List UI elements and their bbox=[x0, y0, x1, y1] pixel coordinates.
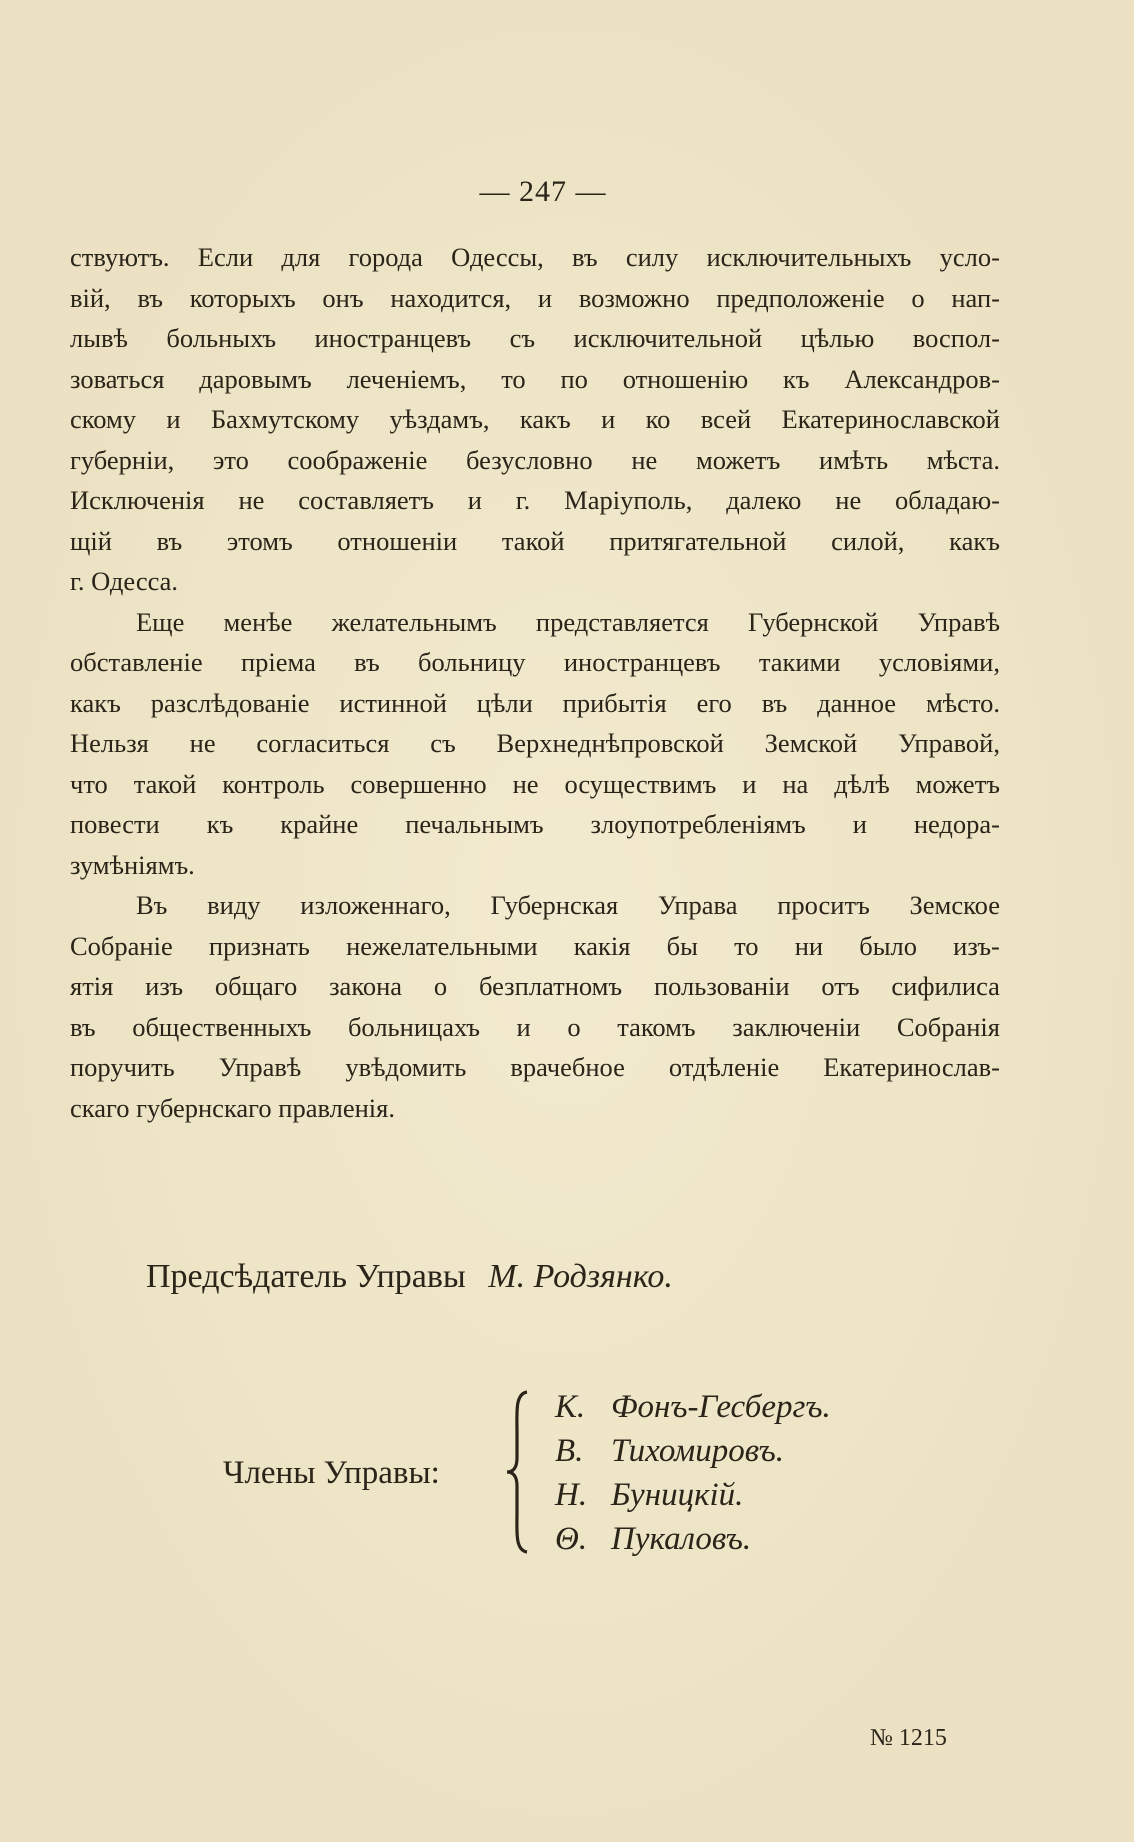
word: нап- bbox=[951, 282, 1000, 313]
word: предположеніе bbox=[716, 282, 885, 313]
word: и bbox=[467, 485, 482, 515]
word: Губернской bbox=[748, 606, 879, 637]
page-number: — 247 — bbox=[479, 175, 607, 208]
word: такомъ bbox=[617, 1011, 696, 1042]
text-line bbox=[70, 399, 1000, 440]
word: г. bbox=[515, 485, 531, 515]
word: съ bbox=[430, 728, 456, 758]
word: истинной bbox=[339, 687, 447, 718]
text-line bbox=[70, 440, 1000, 481]
word: даровымъ bbox=[199, 363, 312, 394]
word: заключеніи bbox=[732, 1011, 861, 1042]
member-surname: Тихомировъ. bbox=[611, 1433, 784, 1469]
chairman-name: М. Родзянко. bbox=[488, 1258, 673, 1295]
word: не bbox=[512, 768, 539, 799]
word: какъ bbox=[949, 525, 1000, 556]
word: о bbox=[911, 282, 925, 313]
word: въ bbox=[354, 647, 380, 677]
word: Екатеринослав- bbox=[823, 1052, 1000, 1082]
word: цѣлью bbox=[800, 323, 875, 353]
word: крайне bbox=[280, 809, 359, 839]
word: отношенію bbox=[622, 363, 749, 394]
word: виду bbox=[207, 890, 261, 920]
word: силой, bbox=[831, 525, 905, 556]
word: Одессы, bbox=[451, 242, 544, 272]
word: нежелательными bbox=[346, 930, 538, 961]
word: Управа bbox=[657, 890, 738, 920]
word: Земское bbox=[909, 890, 1000, 920]
word: такими bbox=[758, 647, 841, 677]
word: Управой, bbox=[897, 728, 1000, 758]
word: цѣли bbox=[476, 687, 533, 718]
chairman-signature bbox=[146, 1258, 673, 1296]
word: обставленіе bbox=[70, 647, 203, 677]
word: не bbox=[238, 485, 265, 515]
word: можетъ bbox=[695, 444, 781, 475]
word: ни bbox=[794, 930, 824, 961]
word: Управѣ bbox=[218, 1052, 302, 1082]
word: составляетъ bbox=[298, 485, 434, 515]
word: прибытія bbox=[562, 687, 667, 718]
word: въ bbox=[761, 687, 788, 718]
word: больницу bbox=[418, 647, 526, 677]
text-line bbox=[70, 359, 1000, 400]
word: Александров- bbox=[844, 363, 1000, 394]
word: Земской bbox=[764, 728, 858, 758]
member-initial: Н. bbox=[555, 1477, 588, 1513]
word: увѣдомить bbox=[345, 1052, 467, 1082]
word: къ bbox=[206, 809, 234, 839]
word: въ bbox=[572, 242, 598, 272]
word: на bbox=[782, 768, 809, 799]
word: леченіемъ, bbox=[346, 363, 467, 394]
reference-number: № 1215 bbox=[870, 1725, 947, 1751]
word: то bbox=[734, 930, 759, 961]
word: Маріуполь, bbox=[564, 485, 693, 515]
word: которыхъ bbox=[189, 282, 296, 313]
member-initial: Θ. bbox=[555, 1521, 588, 1557]
word: Бахмутскому bbox=[210, 404, 360, 434]
text-line bbox=[70, 237, 1000, 278]
text-line bbox=[70, 1007, 1000, 1048]
word: о bbox=[433, 971, 448, 1001]
word: больныхъ bbox=[166, 323, 277, 353]
word: иностранцевъ bbox=[314, 323, 472, 353]
word: отношеніи bbox=[337, 525, 458, 556]
word: и bbox=[601, 404, 616, 434]
word: не bbox=[631, 444, 658, 475]
word: и bbox=[166, 404, 181, 434]
word: такой bbox=[501, 525, 565, 556]
word: ствуютъ. bbox=[70, 242, 170, 272]
word: мѣсто. bbox=[925, 687, 1000, 718]
word: зоваться bbox=[70, 363, 165, 394]
word: исключительныхъ bbox=[706, 242, 912, 272]
word: Если bbox=[197, 242, 254, 272]
word: съ bbox=[509, 323, 536, 353]
word: бы bbox=[666, 930, 698, 961]
word: данное bbox=[817, 687, 897, 718]
word: безусловно bbox=[466, 444, 593, 475]
word: Еще bbox=[136, 606, 185, 637]
word: контроль bbox=[222, 768, 325, 799]
text-line: зумѣніямъ. bbox=[70, 849, 195, 880]
word: Екатеринославской bbox=[781, 404, 1000, 434]
paragraph-1 bbox=[70, 237, 1000, 602]
text-line bbox=[70, 318, 1000, 359]
word: изъ bbox=[145, 971, 184, 1001]
body-text bbox=[70, 237, 1000, 1128]
word: отдѣленіе bbox=[668, 1052, 780, 1082]
member-initial: В. bbox=[555, 1433, 584, 1469]
word: общественныхъ bbox=[132, 1011, 312, 1042]
text-line bbox=[70, 642, 1000, 683]
word: можетъ bbox=[915, 768, 1000, 799]
member-entry bbox=[555, 1429, 831, 1473]
word: Губернская bbox=[490, 890, 619, 920]
word: не bbox=[189, 728, 216, 758]
word: представляется bbox=[535, 606, 709, 637]
paragraph-3 bbox=[70, 885, 1000, 1128]
word: такой bbox=[133, 768, 197, 799]
word: согласиться bbox=[256, 728, 390, 758]
text-line: скаго губернскаго правленія. bbox=[70, 1092, 395, 1123]
word: дѣлѣ bbox=[834, 768, 890, 799]
word: Собранія bbox=[896, 1011, 1000, 1042]
word: его bbox=[696, 687, 732, 718]
word: города bbox=[348, 242, 423, 272]
text-line bbox=[70, 480, 1000, 521]
word: печальнымъ bbox=[405, 809, 544, 839]
member-surname: Буницкій. bbox=[611, 1477, 744, 1513]
word: онъ bbox=[322, 282, 364, 313]
word: обладаю- bbox=[895, 485, 1000, 515]
word: признать bbox=[208, 930, 310, 961]
member-entry bbox=[555, 1517, 831, 1561]
text-line bbox=[70, 804, 1000, 845]
word: имѣть bbox=[819, 444, 889, 475]
word: то bbox=[501, 363, 526, 394]
paragraph-2 bbox=[70, 602, 1000, 886]
text-line bbox=[70, 723, 1000, 764]
word: желательнымъ bbox=[331, 606, 497, 637]
text-line bbox=[70, 278, 1000, 319]
word: лывѣ bbox=[70, 323, 128, 353]
word: Верхнеднѣпровской bbox=[496, 728, 724, 758]
word: щій bbox=[70, 525, 112, 556]
word: проситъ bbox=[777, 890, 870, 920]
member-entry bbox=[555, 1473, 831, 1517]
word: притягательной bbox=[609, 525, 787, 556]
word: скому bbox=[70, 404, 137, 434]
word: разслѣдованіе bbox=[150, 687, 310, 718]
word: поручить bbox=[70, 1052, 175, 1082]
text-line: г. Одесса. bbox=[70, 566, 179, 596]
word: какія bbox=[573, 930, 631, 961]
word: исключительной bbox=[573, 323, 763, 353]
word: Управѣ bbox=[917, 606, 1000, 637]
word: изъ- bbox=[953, 930, 1000, 961]
word: было bbox=[859, 930, 917, 961]
word: для bbox=[281, 242, 321, 272]
word: злоупотребленіямъ bbox=[590, 809, 806, 839]
word: условіями, bbox=[878, 647, 1000, 677]
word: не bbox=[835, 485, 862, 515]
chairman-title: Предсѣдатель Управы bbox=[146, 1258, 466, 1295]
text-line bbox=[70, 521, 1000, 562]
text-line bbox=[70, 602, 1000, 643]
word: къ bbox=[782, 363, 810, 394]
word: менѣе bbox=[223, 606, 293, 637]
word: закона bbox=[329, 971, 403, 1001]
word: силу bbox=[625, 242, 679, 272]
word: губерніи, bbox=[70, 444, 175, 475]
word: по bbox=[560, 363, 588, 394]
word: въ bbox=[137, 282, 163, 313]
word: совершенно bbox=[350, 768, 487, 799]
members-list bbox=[555, 1385, 831, 1561]
word: усло- bbox=[939, 242, 1000, 272]
word: въ bbox=[70, 1011, 96, 1042]
word: ятія bbox=[70, 971, 114, 1001]
word: находится, bbox=[390, 282, 512, 313]
word: недора- bbox=[913, 809, 1000, 839]
word: далеко bbox=[726, 485, 802, 515]
curly-brace bbox=[505, 1388, 535, 1556]
word: въ bbox=[156, 525, 183, 556]
word: Собраніе bbox=[70, 930, 173, 961]
word: общаго bbox=[214, 971, 298, 1001]
word: больницахъ bbox=[347, 1011, 480, 1042]
word: безплатномъ bbox=[478, 971, 623, 1001]
members-label: Члены Управы: bbox=[223, 1455, 440, 1491]
word: осуществимъ bbox=[564, 768, 717, 799]
word: иностранцевъ bbox=[563, 647, 721, 677]
word: соображеніе bbox=[287, 444, 428, 475]
word: уѣздамъ, bbox=[389, 404, 490, 434]
text-line bbox=[70, 926, 1000, 967]
word: изложеннаго, bbox=[300, 890, 451, 920]
text-line bbox=[70, 966, 1000, 1007]
text-line bbox=[70, 764, 1000, 805]
text-line bbox=[70, 1047, 1000, 1088]
word: пріема bbox=[240, 647, 316, 677]
word: мѣста. bbox=[926, 444, 1000, 475]
word: сифилиса bbox=[891, 971, 1000, 1001]
word: это bbox=[212, 444, 249, 475]
word: врачебное bbox=[510, 1052, 625, 1082]
word: вій, bbox=[70, 282, 111, 313]
word: Нельзя bbox=[70, 728, 149, 758]
word: ко bbox=[645, 404, 671, 434]
word: и bbox=[742, 768, 757, 799]
word: о bbox=[567, 1011, 581, 1042]
text-line bbox=[70, 885, 1000, 926]
word: отъ bbox=[821, 971, 860, 1001]
word: возможно bbox=[578, 282, 690, 313]
word: и bbox=[537, 282, 553, 313]
word: воспол- bbox=[912, 323, 1000, 353]
word: что bbox=[70, 768, 108, 799]
word: Въ bbox=[136, 890, 168, 920]
word: всей bbox=[700, 404, 752, 434]
member-initial: К. bbox=[555, 1389, 586, 1425]
word: какъ bbox=[519, 404, 571, 434]
word: пользованіи bbox=[653, 971, 790, 1001]
text-line bbox=[70, 683, 1000, 724]
word: Исключенія bbox=[70, 485, 205, 515]
word: и bbox=[852, 809, 867, 839]
member-entry bbox=[555, 1385, 831, 1429]
word: и bbox=[516, 1011, 531, 1042]
word: повести bbox=[70, 809, 160, 839]
word: какъ bbox=[70, 687, 121, 718]
member-surname: Пукаловъ. bbox=[611, 1521, 752, 1557]
word: этомъ bbox=[226, 525, 293, 556]
member-surname: Фонъ-Гесбергъ. bbox=[611, 1389, 831, 1425]
